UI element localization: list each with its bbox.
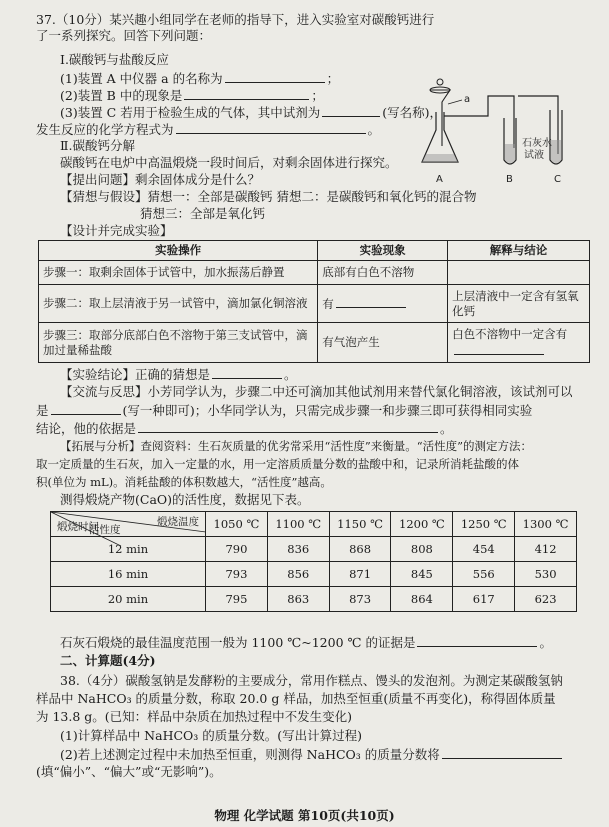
row-label: 12 min [51, 537, 206, 562]
experiment-table-header [39, 241, 590, 261]
data-cell: 530 [515, 562, 577, 587]
activity-table-header [51, 512, 577, 537]
answer-blank-5[interactable] [336, 295, 406, 308]
experiment-table [38, 240, 590, 363]
q37-intro-text: 37.（10分）某兴趣小组同学在老师的指导下，进入实验室对碳酸钙进行了一系列探究。回答下列问题： [36, 12, 435, 43]
data-cell: 790 [206, 537, 268, 562]
p1-q3-text: (3)装置 C 若用于检验生成的气体，其中试剂为 [60, 105, 321, 120]
data-cell: 845 [391, 562, 453, 587]
header-operation: 实验操作 [39, 241, 318, 261]
label-a-pointer [448, 100, 462, 104]
conclusion-text: 【实验结论】正确的猜想是 [60, 367, 211, 382]
q38-line-2: 样品中 NaHCO₃ 的质量分数，称取 20.0 g 样品，加热至恒重(质量不再变化)，称得固体质量 [36, 691, 556, 706]
table-row [39, 323, 590, 363]
answer-blank-10[interactable] [417, 634, 537, 647]
design-heading: 【设计并完成实验】 [60, 223, 173, 238]
step3-concl-text: 白色不溶物中一定含有 [452, 326, 568, 341]
header-phenomenon: 实验现象 [318, 241, 448, 261]
conclusion-line: 【实验结论】正确的猜想是 。 [60, 367, 297, 382]
data-cell: 873 [329, 587, 391, 612]
corner-top-label: 煅烧温度 [157, 516, 199, 528]
activity-table [50, 511, 577, 612]
part2-title: Ⅱ.碳酸钙分解 [60, 138, 135, 153]
data-cell: 868 [329, 537, 391, 562]
activity-table-body [51, 537, 577, 612]
answer-blank-11[interactable] [442, 746, 562, 759]
hypothesis-3: 猜想三：全部是氧化钙 [140, 206, 266, 221]
row-label: 16 min [51, 562, 206, 587]
reflect2-a: 是 [36, 403, 49, 418]
page-footer: 物理 化学试题 第10页(共10页) [214, 808, 395, 823]
corner-cell [51, 512, 206, 537]
table-row [51, 562, 577, 587]
row-label: 20 min [51, 587, 206, 612]
tube-b-liquid [505, 144, 515, 163]
extend-line-2: 取一定质量的生石灰，加入一定量的水，用一定溶质质量分数的盐酸中和，记录所消耗盐酸的体 [36, 457, 519, 471]
data-cell: 454 [453, 537, 515, 562]
table-row [51, 587, 577, 612]
stopcock-icon [437, 79, 443, 85]
apparatus-diagram [418, 60, 598, 188]
q38-line-3: 为 13.8 g。(已知：样品中杂质在加热过程中不发生变化) [36, 709, 353, 724]
reflect-line-2 [36, 402, 609, 419]
col-1100: 1100 ℃ [267, 512, 329, 537]
q37-intro [36, 12, 436, 44]
q38-sub2-text: (2)若上述测定过程中未加热至恒重，则测得 NaHCO₃ 的质量分数将 [60, 747, 440, 762]
data-cell: 412 [515, 537, 577, 562]
step3-phenomenon: 有气泡产生 [318, 323, 448, 363]
answer-blank-2[interactable] [184, 87, 309, 100]
col-1300: 1300 ℃ [515, 512, 577, 537]
extend-line-3: 积(单位为 mL)。消耗盐酸的体积数越大，“活性度”越高。 [36, 475, 332, 489]
answer-blank-7[interactable] [212, 366, 282, 379]
header-conclusion: 解释与结论 [448, 241, 590, 261]
col-1150: 1150 ℃ [329, 512, 391, 537]
step2-conclusion: 上层清液中一定含有氢氧化钙 [448, 285, 590, 323]
q38-sub2-end: (填“偏小”、“偏大”或“无影响”)。 [36, 764, 222, 779]
tube-c-liquid [551, 140, 561, 163]
label-C: C [554, 174, 561, 185]
data-cell: 871 [329, 562, 391, 587]
col-1250: 1250 ℃ [453, 512, 515, 537]
data-cell: 617 [453, 587, 515, 612]
p1-q1-text: (1)装置 A 中仪器 a 的名称为 [60, 71, 223, 86]
col-1050: 1050 ℃ [206, 512, 268, 537]
p1-q2-text: (2)装置 B 中的现象是 [60, 88, 183, 103]
step3-operation: 步骤三：取部分底部白色不溶物于第三支试管中，滴加过量稀盐酸 [39, 323, 318, 363]
answer-blank-9[interactable] [138, 420, 438, 433]
answer-blank-4[interactable] [176, 121, 366, 134]
label-B: B [506, 174, 513, 185]
extend-line-1: 【拓展与分析】查阅资料：生石灰质量的优劣常采用“活性度”来衡量。“活性度”的测定方法： [60, 439, 533, 453]
step2-operation: 步骤二：取上层清液于另一试管中，滴加氯化铜溶液 [39, 285, 318, 323]
p1-q3-cont-text: 发生反应的化学方程式为 [36, 122, 174, 137]
answer-blank-8[interactable] [51, 402, 121, 415]
data-cell: 793 [206, 562, 268, 587]
answer-blank-3[interactable] [322, 104, 380, 117]
data-cell: 864 [391, 587, 453, 612]
best-range-text: 石灰石煅烧的最佳温度范围一般为 1100 ℃~1200 ℃ 的证据是 [60, 635, 416, 650]
q38-sub1: (1)计算样品中 NaHCO₃ 的质量分数。(写出计算过程) [60, 728, 363, 743]
data-cell: 795 [206, 587, 268, 612]
label-a: a [464, 94, 471, 105]
step1-phenomenon: 底部有白色不溶物 [318, 261, 448, 285]
step3-conclusion [448, 323, 590, 363]
corner-bottom-label: 煅烧时间 [57, 521, 99, 533]
reflect3-text: 结论，他的依据是 [36, 421, 137, 436]
data-cell: 863 [267, 587, 329, 612]
data-cell: 808 [391, 537, 453, 562]
label-A: A [436, 174, 443, 185]
p1-q2: (2)装置 B 中的现象是 ； [60, 88, 324, 103]
p1-q3-cont: 发生反应的化学方程式为 。 [36, 122, 381, 137]
col-1200: 1200 ℃ [391, 512, 453, 537]
q38-sub2 [60, 746, 609, 763]
p1-q1: (1)装置 A 中仪器 a 的名称为 ； [60, 71, 340, 86]
data-cell: 856 [267, 562, 329, 587]
reflect-line-3: 结论，他的依据是 。 [36, 421, 453, 436]
table-row [39, 261, 590, 285]
data-cell: 556 [453, 562, 515, 587]
question-heading: 【提出问题】剩余固体成分是什么？ [60, 172, 261, 187]
step2-phenomenon [318, 285, 448, 323]
part2-desc: 碳酸钙在电炉中高温煅烧一段时间后，对剩余固体进行探究。 [60, 155, 398, 170]
answer-blank-1[interactable] [225, 70, 325, 83]
label-reagent: 试液 [524, 150, 544, 161]
hypothesis-1-2: 【猜想与假设】猜想一：全部是碳酸钙 猜想二：是碳酸钙和氧化钙的混合物 [60, 189, 477, 204]
label-limewater: 石灰水 [522, 138, 552, 149]
reflect-line-1: 【交流与反思】小芳同学认为，步骤二中还可滴加其他试剂用来替代氯化铜溶液，该试剂可以 [60, 384, 573, 399]
measured-line: 测得煅烧产物(CaO)的活性度，数据见下表。 [60, 492, 310, 507]
corner-mid-label: 活性度 [89, 524, 121, 536]
table-row [39, 285, 590, 323]
data-cell: 836 [267, 537, 329, 562]
best-range-line: 石灰石煅烧的最佳温度范围一般为 1100 ℃~1200 ℃ 的证据是 。 [60, 635, 552, 650]
data-cell: 623 [515, 587, 577, 612]
q38-line-1: 38.（4分）碳酸氢钠是发酵粉的主要成分，常用作糕点、馒头的发泡剂。为测定某碳酸氢钠 [60, 673, 563, 688]
flask-liquid [422, 154, 458, 162]
step1-conclusion [448, 261, 590, 285]
section2-heading: 二、计算题(4分) [60, 653, 156, 668]
step1-operation: 步骤一：取剩余固体于试管中，加水振荡后静置 [39, 261, 318, 285]
part1-title: Ⅰ.碳酸钙与盐酸反应 [60, 52, 169, 67]
answer-blank-6[interactable] [454, 342, 544, 355]
reflect2-b: (写一种即可)；小华同学认为，只需完成步骤一和步骤三即可获得相同实验 [122, 403, 533, 418]
p1-q3-hint: (写名称)， [382, 105, 442, 120]
step2-phen-text: 有 [322, 297, 334, 311]
